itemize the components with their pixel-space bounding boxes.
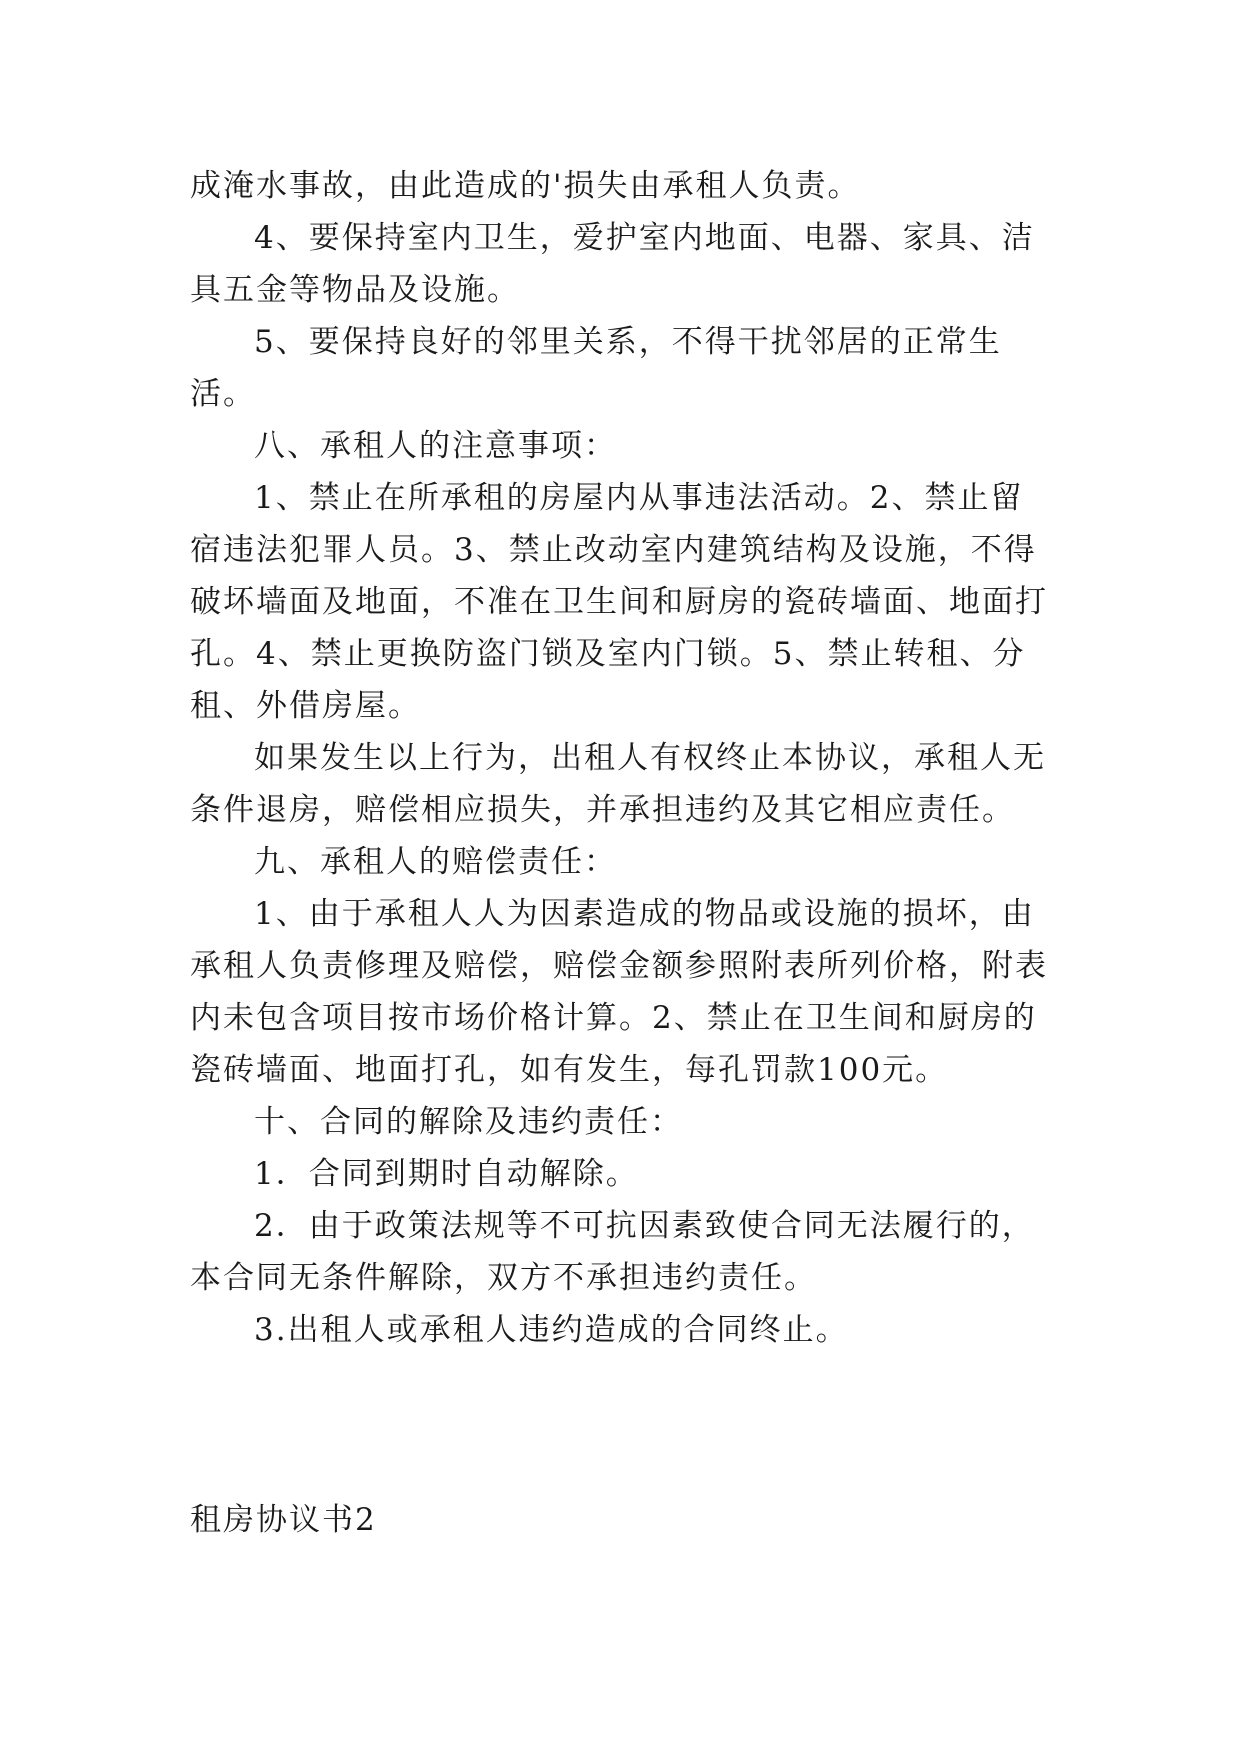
paragraph: 成淹水事故，由此造成的'损失由承租人负责。 <box>190 168 861 204</box>
section-heading: 九、承租人的赔偿责任： <box>254 844 617 880</box>
section-heading: 十、合同的解除及违约责任： <box>254 1104 683 1140</box>
paragraph: 1、禁止在所承租的房屋内从事违法活动。2、禁止留宿违法犯罪人员。3、禁止改动室内建筑结构及设施，不得破坏墙面及地面，不准在卫生间和厨房的瓷砖墙面、地面打孔。4、禁止更换防盗门锁及室内门锁。5、禁止转租、分租、外借房屋。 <box>190 480 1048 724</box>
next-document-title: 租房协议书2 <box>190 1502 377 1538</box>
paragraph: 如果发生以上行为，出租人有权终止本协议，承租人无条件退房，赔偿相应损失，并承担违约及其它相应责任。 <box>190 740 1046 828</box>
section-heading: 八、承租人的注意事项： <box>254 428 617 464</box>
document-body <box>190 160 1050 1356</box>
paragraph: 5、要保持良好的邻里关系，不得干扰邻居的正常生活。 <box>190 324 1002 412</box>
paragraph: 2．由于政策法规等不可抗因素致使合同无法履行的，本合同无条件解除，双方不承担违约责任。 <box>190 1208 1035 1296</box>
paragraph: 3.出租人或承租人违约造成的合同终止。 <box>254 1312 849 1348</box>
paragraph: 1．合同到期时自动解除。 <box>254 1156 639 1192</box>
paragraph: 1、由于承租人人为因素造成的物品或设施的损坏，由承租人负责修理及赔偿，赔偿金额参照附表所列价格，附表内未包含项目按市场价格计算。2、禁止在卫生间和厨房的瓷砖墙面、地面打孔，如有发生，每孔罚款100元。 <box>190 896 1048 1088</box>
paragraph: 4、要保持室内卫生，爱护室内地面、电器、家具、洁具五金等物品及设施。 <box>190 220 1035 308</box>
